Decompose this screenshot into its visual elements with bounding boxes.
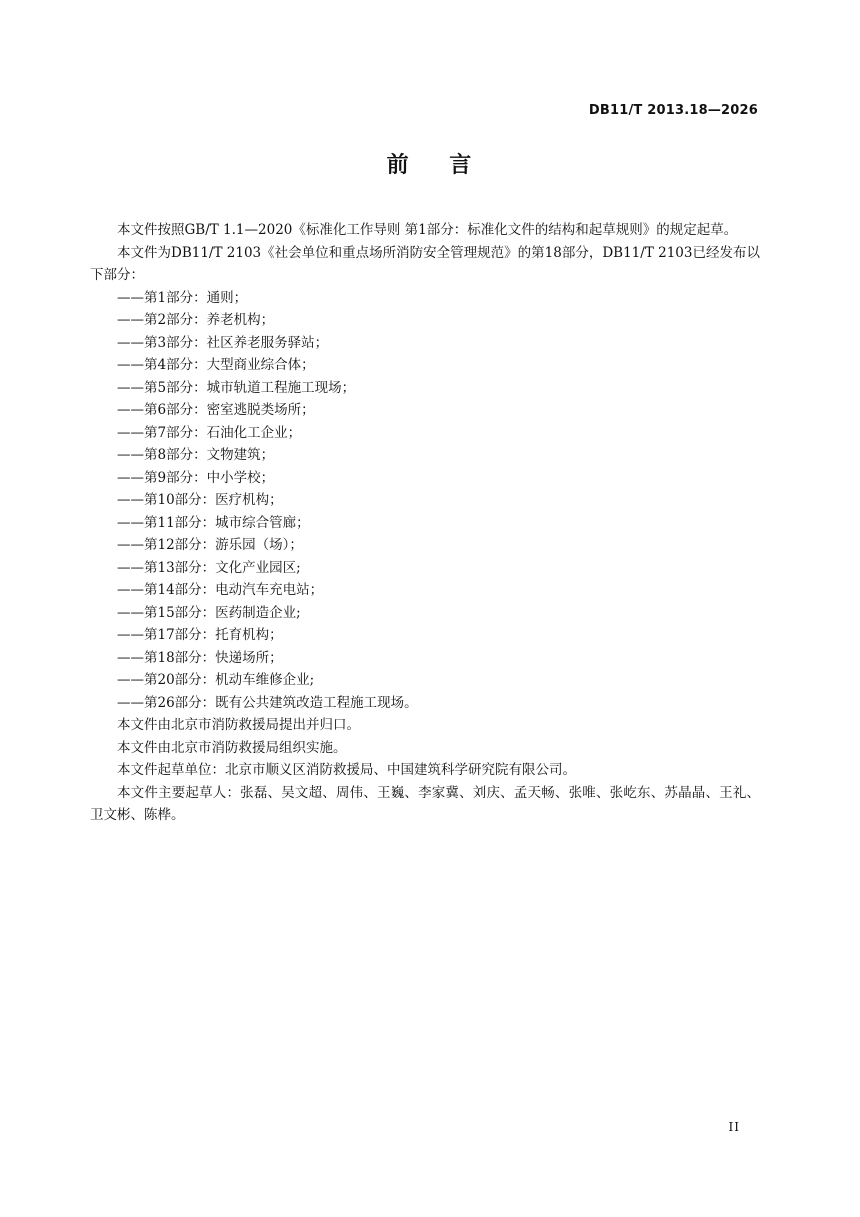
list-item: ——第15部分：医药制造企业; [117,604,301,621]
list-item: ——第3部分：社区养老服务驿站； [117,334,329,351]
paragraph-proposed-by: 本文件由北京市消防救援局提出并归口。 [117,717,360,733]
list-item: ——第4部分：大型商业综合体； [117,357,315,373]
list-item: ——第18部分：快递场所； [117,649,283,666]
parts-list [90,287,760,715]
page-number: II [728,1120,740,1134]
list-item: ——第8部分：文物建筑； [117,447,275,463]
foreword-body [90,219,760,827]
list-item: ——第12部分：游乐园（场）； [117,537,303,553]
list-item: ——第20部分：机动车维修企业; [117,672,315,688]
list-item: ——第2部分：养老机构； [117,312,275,328]
page-title: 前 言 [386,153,474,178]
list-item: ——第1部分：通则； [117,289,248,306]
list-item: ——第6部分：密室逃脱类场所； [117,402,315,418]
paragraph-drafting-basis: 本文件按照GB/T 1.1—2020《标准化工作导则 第1部分：标准化文件的结构和起草规则》的规定起草。 [117,222,738,238]
list-item: ——第9部分：中小学校； [117,469,275,486]
list-item: ——第17部分：托育机构； [117,627,283,643]
paragraph-drafting-units: 本文件起草单位：北京市顺义区消防救援局、中国建筑科学研究院有限公司。 [117,762,576,778]
list-item: ——第14部分：电动汽车充电站； [117,582,324,598]
list-item: ——第5部分：城市轨道工程施工现场； [117,379,356,396]
list-item: ——第26部分：既有公共建筑改造工程施工现场。 [117,694,418,711]
paragraph-drafters: 本文件主要起草人：张磊、吴文超、周伟、王巍、李家冀、刘庆、孟天畅、张唯、张屹东、苏晶晶、王礼、卫文彬、陈桦。 [90,784,760,823]
paragraph-series-intro: 本文件为DB11/T 2103《社会单位和重点场所消防安全管理规范》的第18部分，DB11/T 2103已经发布以下部分： [90,244,760,283]
list-item: ——第7部分：石油化工企业； [117,424,302,441]
document-code: DB11/T 2013.18—2026 [588,103,758,118]
list-item: ——第10部分：医疗机构； [117,492,283,508]
list-item: ——第11部分：城市综合管廊； [117,514,310,531]
list-item: ——第13部分：文化产业园区; [117,559,301,576]
paragraph-implemented-by: 本文件由北京市消防救援局组织实施。 [117,739,347,756]
